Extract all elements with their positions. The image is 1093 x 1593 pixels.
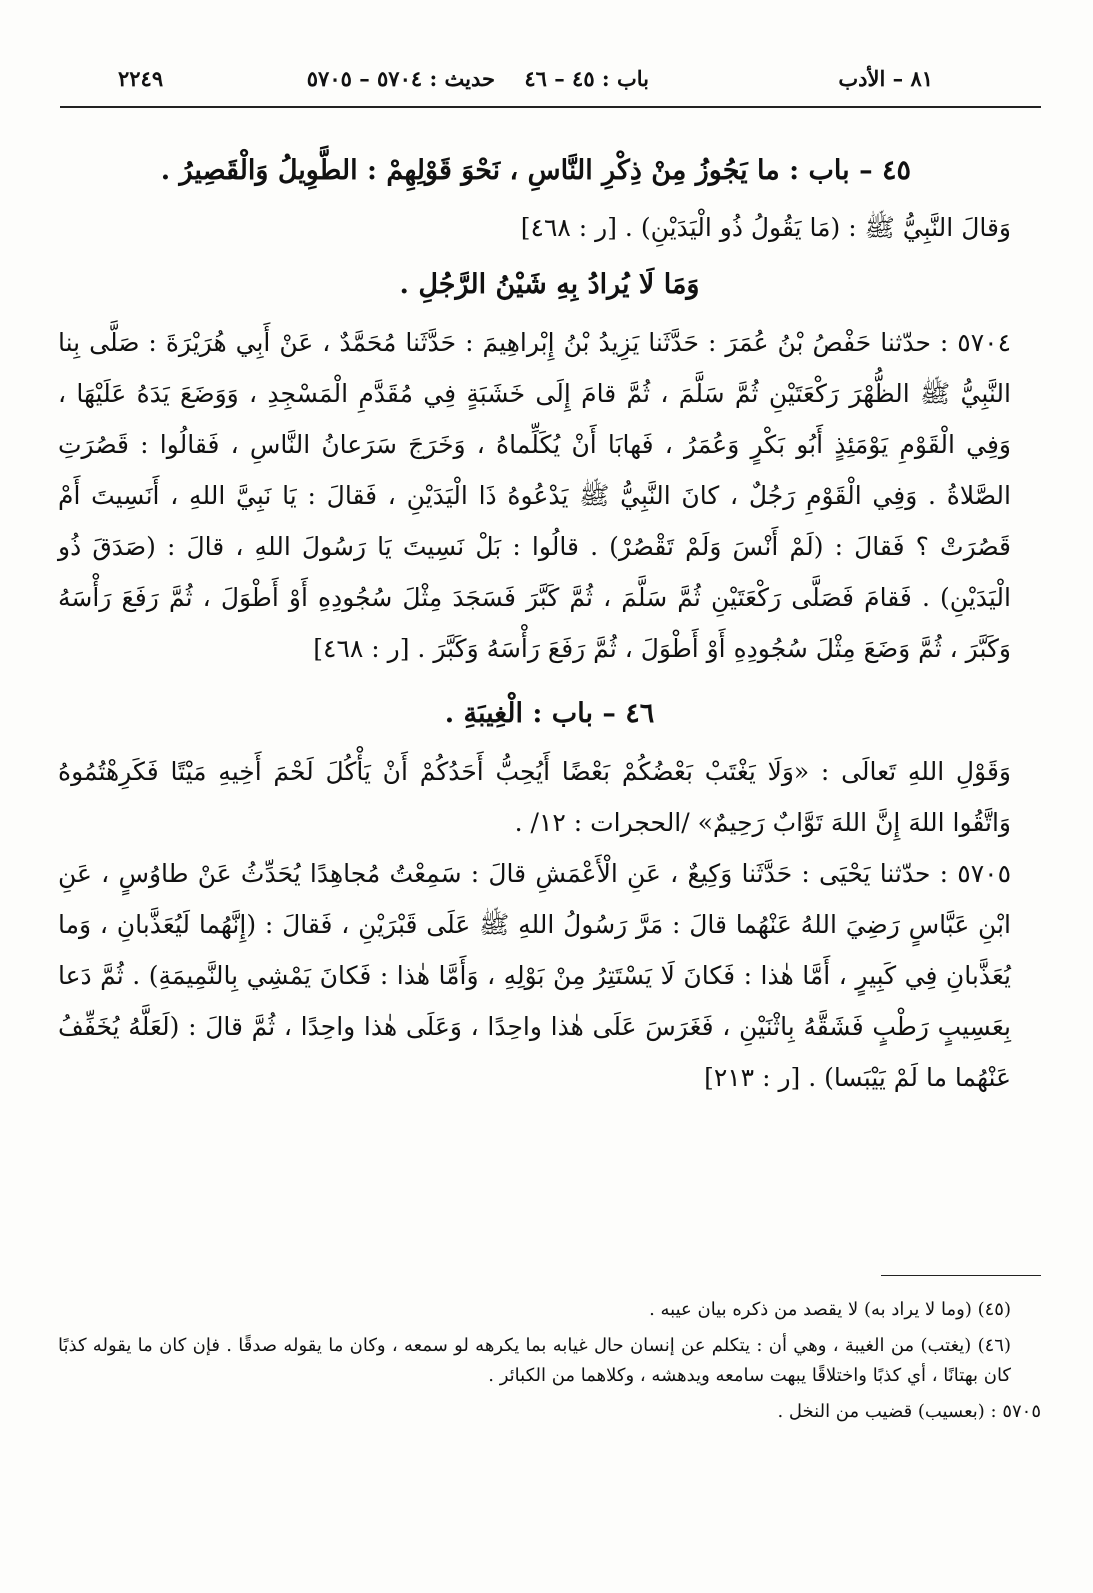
page-number: ٢٢٤٩: [118, 66, 164, 91]
bab-45-quote: وَقالَ النَّبِيُّ ﷺ : (مَا يَقُولُ ذُو الْيَدَيْنِ) . [ر : ٤٦٨]: [520, 213, 1011, 242]
footnote-rule: [881, 1275, 1041, 1276]
hadith-range: حديث : ٥٧٠٤ – ٥٧٠٥: [306, 66, 495, 91]
footnote-45: (٤٥) (وما لا يراد به) لا يقصد من ذكره بيان عيبه .: [649, 1299, 1011, 1320]
footnotes: [58, 1295, 1041, 1433]
footnote-46: (٤٦) (يغتب) من الغيبة ، وهي أن : يتكلم عن إنسان حال غيابه بما يكرهه لو سمعه ، وكان ما يقوله صدقًا . فإن كان ما يقوله كذبًا كان بهتانًا ، أي كذبًا واختلاقًا يبهت سامعه ويدهشه ، وكلاهما من الكبائر .: [58, 1335, 1011, 1386]
running-header: [118, 58, 933, 98]
footnote-5705: ٥٧٠٥ : (بعسيب) قضيب من النخل .: [777, 1401, 1041, 1422]
hadith-5705: ٥٧٠٥ : حدّثنا يَحْيَى : حَدَّثَنا وَكِيعٌ ، عَنِ الْأَعْمَشِ قالَ : سَمِعْتُ مُجاهِدًا يُحَدِّثُ عَنْ طاوُسٍ ، عَنِ ابْنِ عَبَّاسٍ رَضِيَ اللهُ عَنْهُما قالَ : مَرَّ رَسُولُ اللهِ ﷺ عَلَى قَبْرَيْنِ ، فَقالَ : (إِنَّهُما لَيُعَذَّبانِ ، وَما يُعَذَّبانِ فِي كَبِيرٍ ، أَمَّا هٰذا : فَكانَ لَا يَسْتَتِرُ مِنْ بَوْلِهِ ، وَأَمَّا هٰذا : فَكانَ يَمْشِي بِالنَّمِيمَةِ) . ثُمَّ دَعا بِعَسِيبٍ رَطْبٍ فَشَقَّهُ بِاثْنَيْنِ ، فَغَرَسَ عَلَى هٰذا واحِدًا ، وَعَلَى هٰذا واحِدًا ، ثُمَّ قالَ : (لَعَلَّهُ يُخَفِّفُ عَنْهُما ما لَمْ يَيْبَسا) . [ر : ٢١٣]: [58, 859, 1011, 1092]
bab-45-subtitle: وَمَا لَا يُرادُ بِهِ شَيْنُ الرَّجُلِ .: [399, 269, 700, 300]
bab-46-title: ٤٦ – باب : الْغِيبَةِ .: [444, 698, 655, 729]
header-rule: [60, 106, 1041, 108]
main-text: [58, 140, 1041, 1103]
hadith-5704: ٥٧٠٤ : حدّثنا حَفْصُ بْنُ عُمَرَ : حَدَّثَنا يَزِيدُ بْنُ إِبْراهِيمَ : حَدَّثَنا مُحَمَّدٌ ، عَنْ أَبِي هُرَيْرَةَ : صَلَّى بِنا النَّبِيُّ ﷺ الظُّهْرَ رَكْعَتَيْنِ ثُمَّ سَلَّمَ ، ثُمَّ قامَ إِلَى خَشَبَةٍ فِي مُقَدَّمِ الْمَسْجِدِ ، وَوَضَعَ يَدَهُ عَلَيْهَا ، وَفِي الْقَوْمِ يَوْمَئِذٍ أَبُو بَكْرٍ وَعُمَرُ ، فَهابَا أَنْ يُكَلِّماهُ ، وَخَرَجَ سَرَعانُ النَّاسِ ، فَقالُوا : قَصُرَتِ الصَّلاةُ . وَفِي الْقَوْمِ رَجُلٌ ، كانَ النَّبِيُّ ﷺ يَدْعُوهُ ذَا الْيَدَيْنِ ، فَقالَ : يَا نَبِيَّ اللهِ ، أَنَسِيتَ أَمْ قَصُرَتْ ؟ فَقالَ : (لَمْ أَنْسَ وَلَمْ تَقْصُرْ) . قالُوا : بَلْ نَسِيتَ يَا رَسُولَ اللهِ ، قالَ : (صَدَقَ ذُو الْيَدَيْنِ) . فَقامَ فَصَلَّى رَكْعَتَيْنِ ثُمَّ سَلَّمَ ، ثُمَّ كَبَّرَ فَسَجَدَ مِثْلَ سُجُودِهِ أَوْ أَطْوَلَ ، ثُمَّ رَفَعَ رَأْسَهُ وَكَبَّرَ ، ثُمَّ وَضَعَ مِثْلَ سُجُودِهِ أَوْ أَطْوَلَ ، ثُمَّ رَفَعَ رَأْسَهُ وَكَبَّرَ . [ر : ٤٦٨]: [58, 328, 1011, 663]
chapter-title: ٨١ – الأدب: [838, 66, 933, 91]
bab-46-verse: وَقَوْلِ اللهِ تَعالَى : «وَلَا يَغْتَبْ بَعْضُكُمْ بَعْضًا أَيُحِبُّ أَحَدُكُمْ أَنْ يَأْكُلَ لَحْمَ أَخِيهِ مَيْتًا فَكَرِهْتُمُوهُ وَاتَّقُوا اللهَ إِنَّ اللهَ تَوَّابٌ رَحِيمٌ» /الحجرات : ١٢/ .: [58, 757, 1011, 837]
bab-range: باب : ٤٥ – ٤٦: [524, 66, 649, 91]
bab-45-title: ٤٥ – باب : ما يَجُوزُ مِنْ ذِكْرِ النَّاسِ ، نَحْوَ قَوْلِهِمْ : الطَّوِيلُ وَالْقَصِيرُ .: [160, 155, 911, 186]
